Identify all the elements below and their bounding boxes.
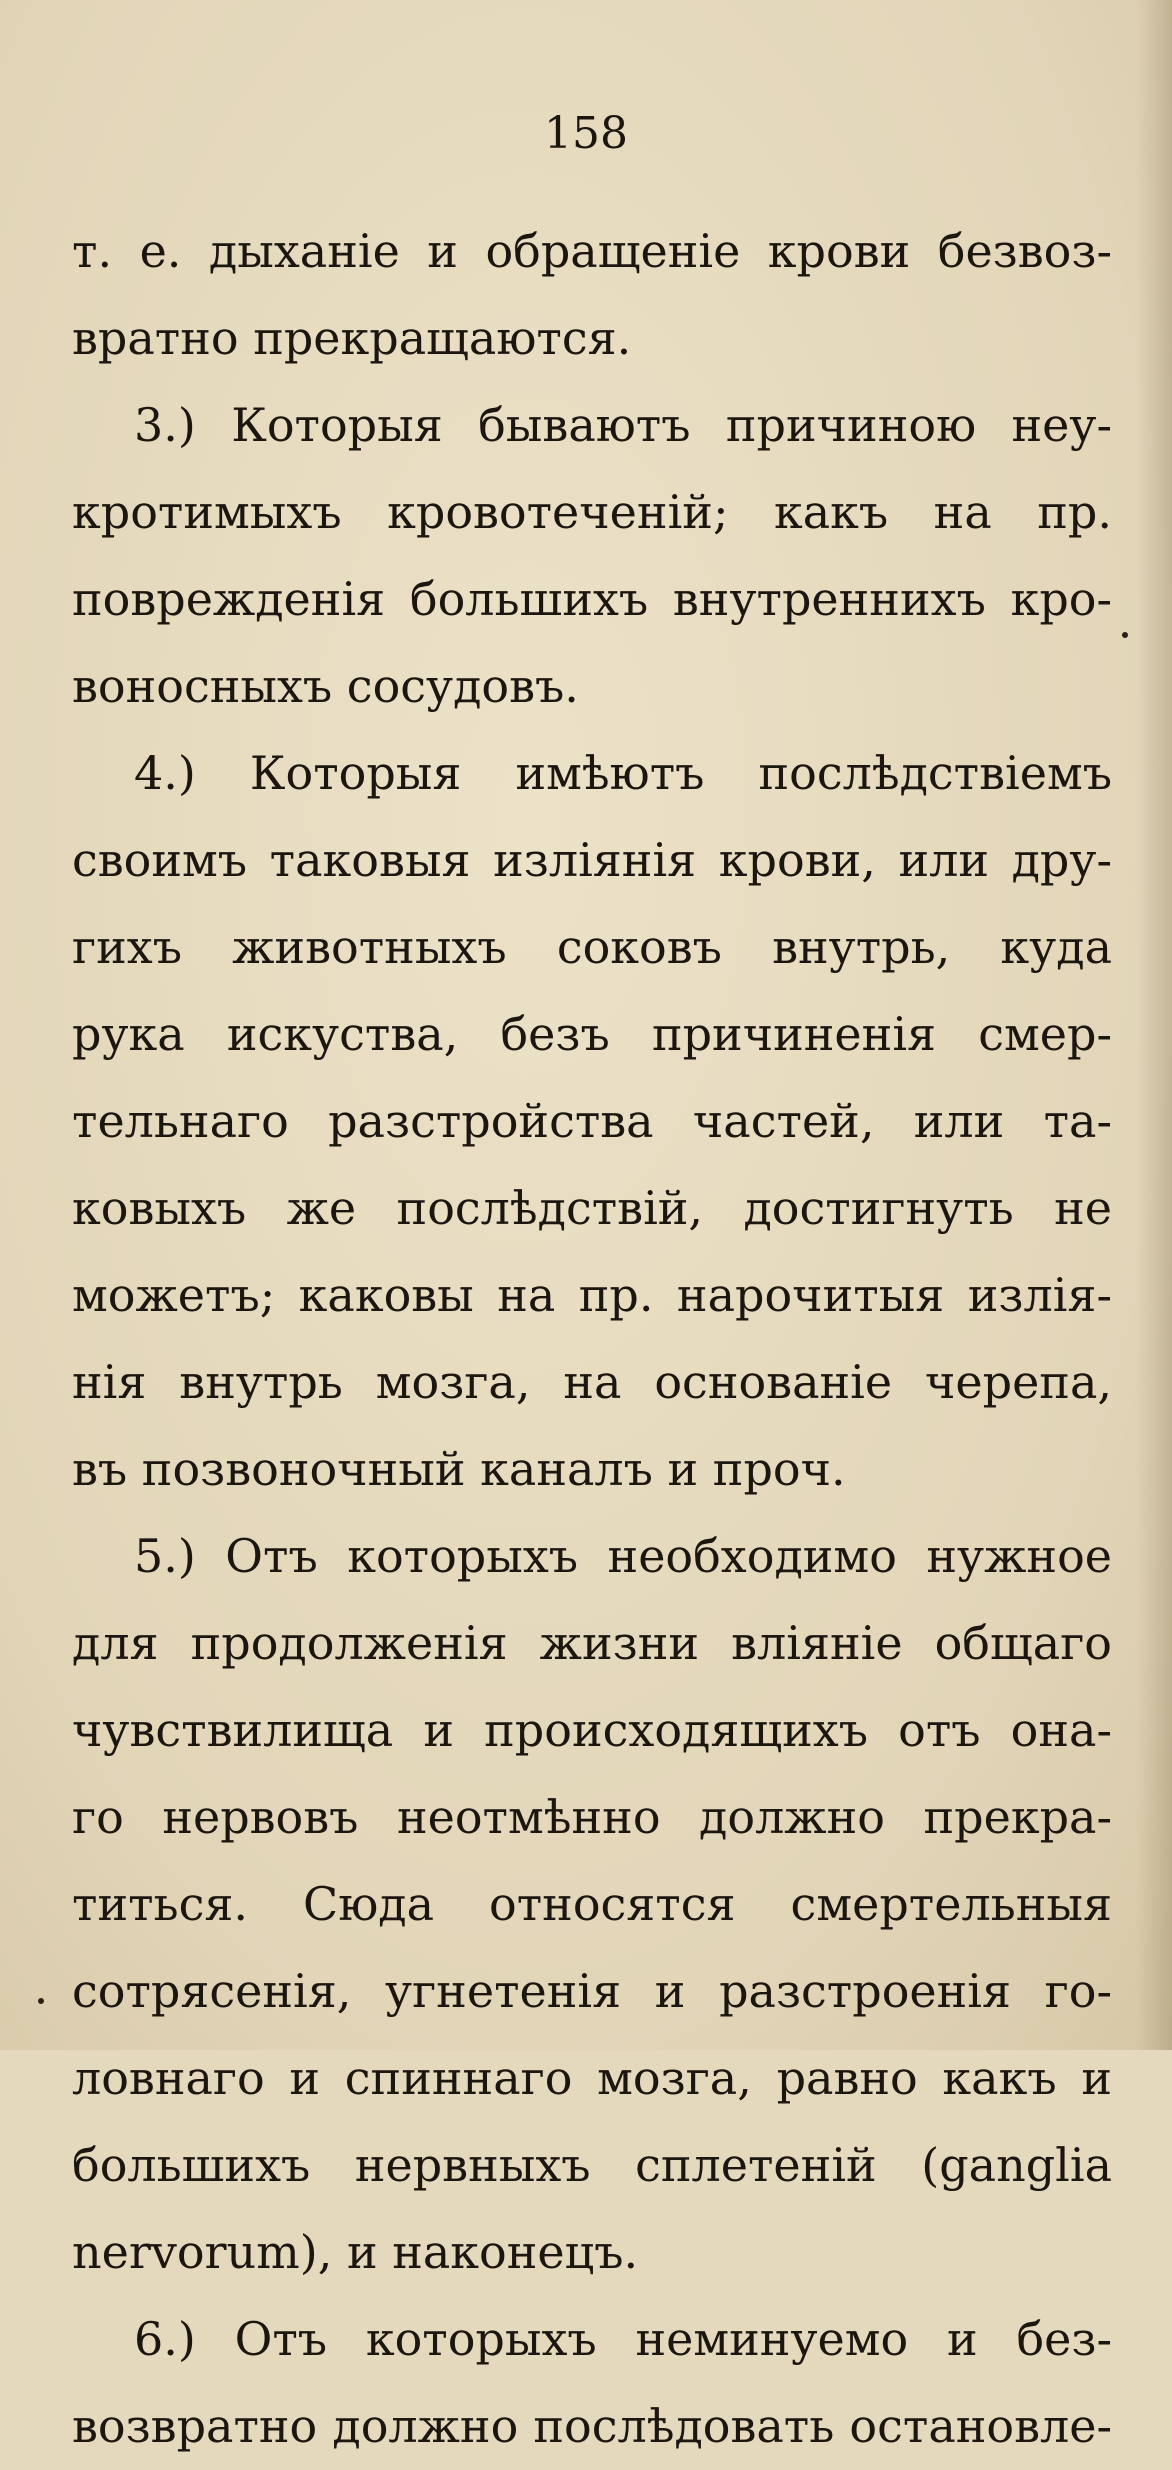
text-line: кротимыхъ кровотеченій; какъ на пр. bbox=[72, 485, 1112, 539]
text-line: 4.) Которыя имѣютъ послѣдствіемъ bbox=[134, 746, 1112, 800]
text-line: 6.) Отъ которыхъ неминуемо и без- bbox=[134, 2312, 1112, 2366]
text-line: тельнаго разстройства частей, или та- bbox=[72, 1094, 1112, 1148]
ink-speck bbox=[1122, 632, 1128, 638]
text-line: поврежденія большихъ внутреннихъ кро- bbox=[72, 572, 1112, 626]
text-line: въ позвоночный каналъ и проч. bbox=[72, 1442, 846, 1496]
text-line: 3.) Которыя бываютъ причиною неу- bbox=[134, 398, 1112, 452]
text-line: воносныхъ сосудовъ. bbox=[72, 659, 579, 713]
text-line: nervorum), и наконецъ. bbox=[72, 2225, 639, 2279]
ink-speck bbox=[38, 1998, 44, 2004]
text-line: ковыхъ же послѣдствій, достигнуть не bbox=[72, 1181, 1112, 1235]
text-line: большихъ нервныхъ сплетеній (gangliа bbox=[72, 2138, 1112, 2192]
text-line: го нервовъ неотмѣнно должно прекра- bbox=[72, 1790, 1112, 1844]
text-line: ловнаго и спиннаго мозга, равно какъ и bbox=[72, 2051, 1112, 2105]
text-line: своимъ таковыя изліянія крови, или дру- bbox=[72, 833, 1112, 887]
text-line: для продолженія жизни вліяніе общаго bbox=[72, 1616, 1112, 1670]
text-line: сотрясенія, угнетенія и разстроенія го- bbox=[72, 1964, 1112, 2018]
text-block bbox=[72, 208, 1112, 2470]
page-edge-shadow bbox=[1136, 0, 1172, 2050]
text-line: вратно прекращаются. bbox=[72, 311, 632, 365]
text-line: гихъ животныхъ соковъ внутрь, куда bbox=[72, 920, 1112, 974]
text-line: нія внутрь мозга, на основаніе черепа, bbox=[72, 1355, 1112, 1409]
text-line: чувствилища и происходящихъ отъ она- bbox=[72, 1703, 1112, 1757]
text-line: возвратно должно послѣдовать остановле- bbox=[72, 2399, 1112, 2453]
text-line: можетъ; каковы на пр. нарочитыя излія- bbox=[72, 1268, 1112, 1322]
text-line: 5.) Отъ которыхъ необходимо нужное bbox=[134, 1529, 1112, 1583]
text-line: рука искуства, безъ причиненія смер- bbox=[72, 1007, 1112, 1061]
text-line: титься. Сюда относятся смертельныя bbox=[72, 1877, 1112, 1931]
text-line: т. е. дыханіе и обращеніе крови безвоз- bbox=[72, 224, 1112, 278]
page-number: 158 bbox=[544, 108, 628, 159]
